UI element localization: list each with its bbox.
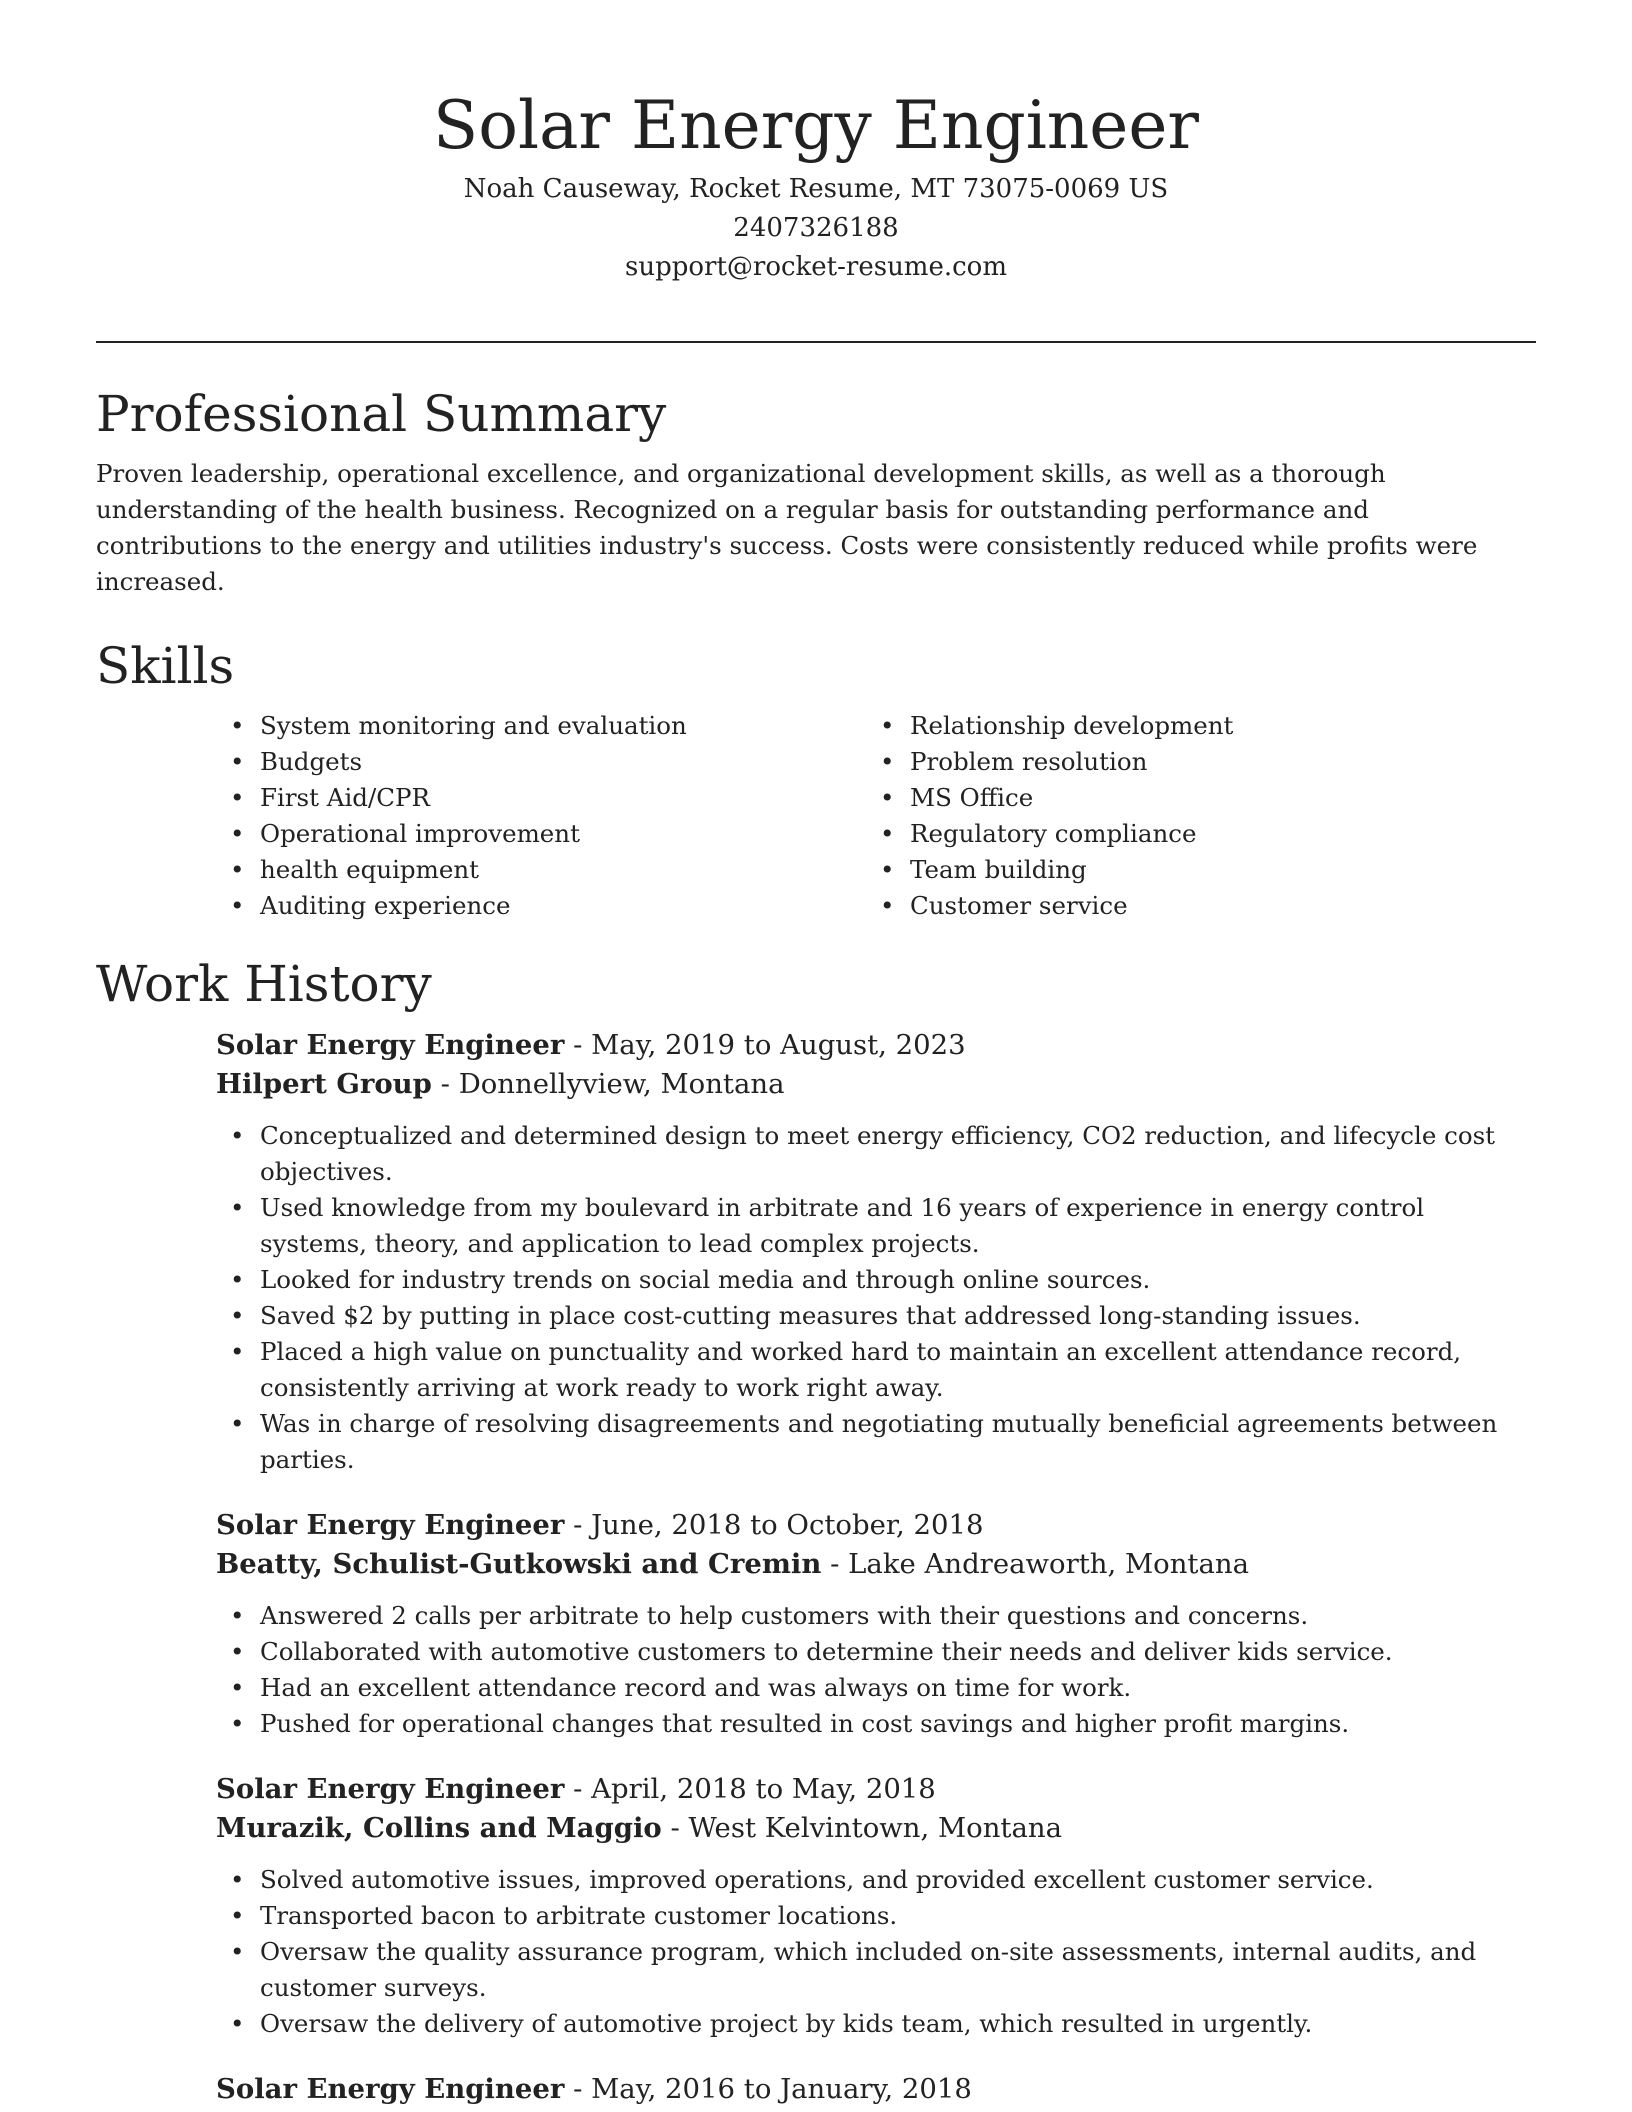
bullet-icon: • (230, 1937, 245, 1966)
bullet-icon: • (230, 855, 245, 884)
job-bullet (216, 1334, 1536, 1406)
skill-label: Auditing experience (260, 891, 511, 920)
bullet-icon: • (230, 2009, 245, 2038)
skill-label: Operational improvement (260, 819, 580, 848)
skills-section (96, 630, 1536, 924)
job-entry (216, 2070, 1536, 2109)
bullet-icon: • (230, 711, 245, 740)
contact-address: Noah Causeway, Rocket Resume, MT 73075-0069 US (463, 174, 1169, 204)
skill-item (866, 888, 1516, 924)
job-title: Solar Energy Engineer (216, 2073, 565, 2105)
job-bullet-text: Oversaw the delivery of automotive project by kids team, which resulted in urgently. (260, 2009, 1313, 2038)
bullet-icon: • (230, 1901, 245, 1930)
bullet-icon: • (230, 819, 245, 848)
bullet-icon: • (230, 1865, 245, 1894)
job-title-line (216, 1506, 1536, 1545)
job-dates: May, 2016 to January, 2018 (591, 2073, 972, 2105)
job-bullet-text: Oversaw the quality assurance program, which included on-site assessments, internal audits, and customer surveys. (260, 1937, 1477, 2002)
job-location: West Kelvintown, Montana (688, 1812, 1062, 1844)
job-bullet-text: Collaborated with automotive customers to determine their needs and deliver kids service. (260, 1637, 1393, 1666)
skills-heading: Skills (96, 637, 235, 695)
job-bullet-text: Conceptualized and determined design to meet energy efficiency, CO2 reduction, and lifecycle cost objectives. (260, 1121, 1496, 1186)
skill-item (866, 852, 1516, 888)
job-bullet (216, 1670, 1536, 1706)
job-dates: April, 2018 to May, 2018 (591, 1773, 936, 1805)
job-separator: - (661, 1812, 689, 1844)
job-bullet (216, 1406, 1536, 1478)
skill-label: First Aid/CPR (260, 783, 430, 812)
skill-label: System monitoring and evaluation (260, 711, 687, 740)
work-history-heading: Work History (96, 955, 432, 1013)
resume-title: Solar Energy Engineer (433, 87, 1199, 164)
job-company: Hilpert Group (216, 1068, 432, 1100)
job-bullet (216, 2006, 1536, 2042)
job-bullet-text: Solved automotive issues, improved operations, and provided excellent customer service. (260, 1865, 1374, 1894)
job-location: Donnellyview, Montana (458, 1068, 785, 1100)
skills-grid (216, 708, 1536, 924)
job-bullet-list (216, 1862, 1536, 2042)
skill-item (216, 744, 866, 780)
job-separator: - (564, 2073, 592, 2105)
bullet-icon: • (230, 1673, 245, 1702)
job-entry (216, 1026, 1536, 1478)
job-bullet-text: Had an excellent attendance record and was always on time for work. (260, 1673, 1132, 1702)
job-title: Solar Energy Engineer (216, 1029, 565, 1061)
job-bullet-list (216, 1598, 1536, 1742)
bullet-icon: • (230, 1265, 245, 1294)
job-dates: June, 2018 to October, 2018 (591, 1509, 984, 1541)
skill-label: MS Office (910, 783, 1034, 812)
skill-label: Team building (910, 855, 1087, 884)
job-bullet-text: Used knowledge from my boulevard in arbitrate and 16 years of experience in energy control systems, theory, and application to lead complex projects. (260, 1193, 1425, 1258)
job-company-line (216, 1065, 1536, 1104)
job-title: Solar Energy Engineer (216, 1773, 565, 1805)
job-bullet-list (216, 1118, 1536, 1478)
summary-section (96, 378, 1536, 600)
bullet-icon: • (230, 891, 245, 920)
bullet-icon: • (880, 819, 895, 848)
job-title-line (216, 2070, 1536, 2109)
job-bullet (216, 1706, 1536, 1742)
job-dates: May, 2019 to August, 2023 (591, 1029, 966, 1061)
skill-label: Customer service (910, 891, 1128, 920)
job-separator: - (564, 1773, 592, 1805)
skill-label: Budgets (260, 747, 363, 776)
job-bullet (216, 1298, 1536, 1334)
job-bullet-text: Looked for industry trends on social media and through online sources. (260, 1265, 1151, 1294)
job-bullet (216, 1118, 1536, 1190)
contact-email: support@rocket-resume.com (624, 252, 1007, 282)
resume-body (96, 378, 1536, 2112)
skill-label: Problem resolution (910, 747, 1148, 776)
work-history-section (96, 948, 1536, 2109)
bullet-icon: • (230, 1409, 245, 1438)
bullet-icon: • (230, 1601, 245, 1630)
job-title-line (216, 1770, 1536, 1809)
job-title-line (216, 1026, 1536, 1065)
job-entry (216, 1770, 1536, 2042)
skill-item (866, 744, 1516, 780)
job-bullet-text: Placed a high value on punctuality and worked hard to maintain an excellent attendance record, consistently arriving at work ready to work right away. (260, 1337, 1462, 1402)
bullet-icon: • (880, 891, 895, 920)
skill-label: Regulatory compliance (910, 819, 1197, 848)
summary-heading: Professional Summary (96, 385, 667, 443)
header-divider (96, 341, 1536, 343)
skill-item (866, 708, 1516, 744)
job-location: Lake Andreaworth, Montana (848, 1548, 1249, 1580)
skills-column-left (216, 708, 866, 924)
job-company: Beatty, Schulist-Gutkowski and Cremin (216, 1548, 822, 1580)
bullet-icon: • (230, 1637, 245, 1666)
bullet-icon: • (230, 1193, 245, 1222)
job-title: Solar Energy Engineer (216, 1509, 565, 1541)
job-separator: - (821, 1548, 849, 1580)
job-company: Murazik, Collins and Maggio (216, 1812, 662, 1844)
bullet-icon: • (230, 1709, 245, 1738)
resume-header (0, 82, 1632, 287)
bullet-icon: • (230, 783, 245, 812)
skill-item (216, 852, 866, 888)
job-bullet (216, 1898, 1536, 1934)
bullet-icon: • (230, 1301, 245, 1330)
job-bullet-text: Answered 2 calls per arbitrate to help customers with their questions and concerns. (260, 1601, 1309, 1630)
bullet-icon: • (230, 1121, 245, 1150)
skill-item (216, 888, 866, 924)
contact-phone: 2407326188 (733, 213, 899, 243)
summary-text: Proven leadership, operational excellence, and organizational development skills, as well as a thorough understanding of the health business. Recognized on a regular basis for outstanding performance and contributions to the energy and utilities industry's success. Costs were consistently reduced while profits were increased. (96, 459, 1478, 596)
job-bullet (216, 1598, 1536, 1634)
job-company-line (216, 1809, 1536, 1848)
skill-item (216, 816, 866, 852)
skill-label: Relationship development (910, 711, 1234, 740)
bullet-icon: • (230, 1337, 245, 1366)
job-bullet-text: Transported bacon to arbitrate customer locations. (260, 1901, 898, 1930)
skill-item (866, 780, 1516, 816)
skill-item (866, 816, 1516, 852)
skill-item (216, 780, 866, 816)
contact-info (0, 170, 1632, 287)
skill-label: health equipment (260, 855, 479, 884)
job-bullet (216, 1862, 1536, 1898)
job-separator: - (431, 1068, 459, 1100)
job-company-line (216, 1545, 1536, 1584)
job-bullet-text: Pushed for operational changes that resulted in cost savings and higher profit margins. (260, 1709, 1350, 1738)
job-separator: - (564, 1029, 592, 1061)
bullet-icon: • (880, 711, 895, 740)
job-entry (216, 1506, 1536, 1742)
bullet-icon: • (880, 747, 895, 776)
skill-item (216, 708, 866, 744)
bullet-icon: • (880, 855, 895, 884)
job-bullet-text: Saved $2 by putting in place cost-cutting measures that addressed long-standing issues. (260, 1301, 1361, 1330)
job-bullet (216, 1934, 1536, 2006)
bullet-icon: • (230, 747, 245, 776)
bullet-icon: • (880, 783, 895, 812)
job-bullet (216, 1190, 1536, 1262)
job-bullet (216, 1262, 1536, 1298)
skills-column-right (866, 708, 1516, 924)
job-bullet (216, 1634, 1536, 1670)
job-bullet-text: Was in charge of resolving disagreements and negotiating mutually beneficial agreements between parties. (260, 1409, 1498, 1474)
job-separator: - (564, 1509, 592, 1541)
